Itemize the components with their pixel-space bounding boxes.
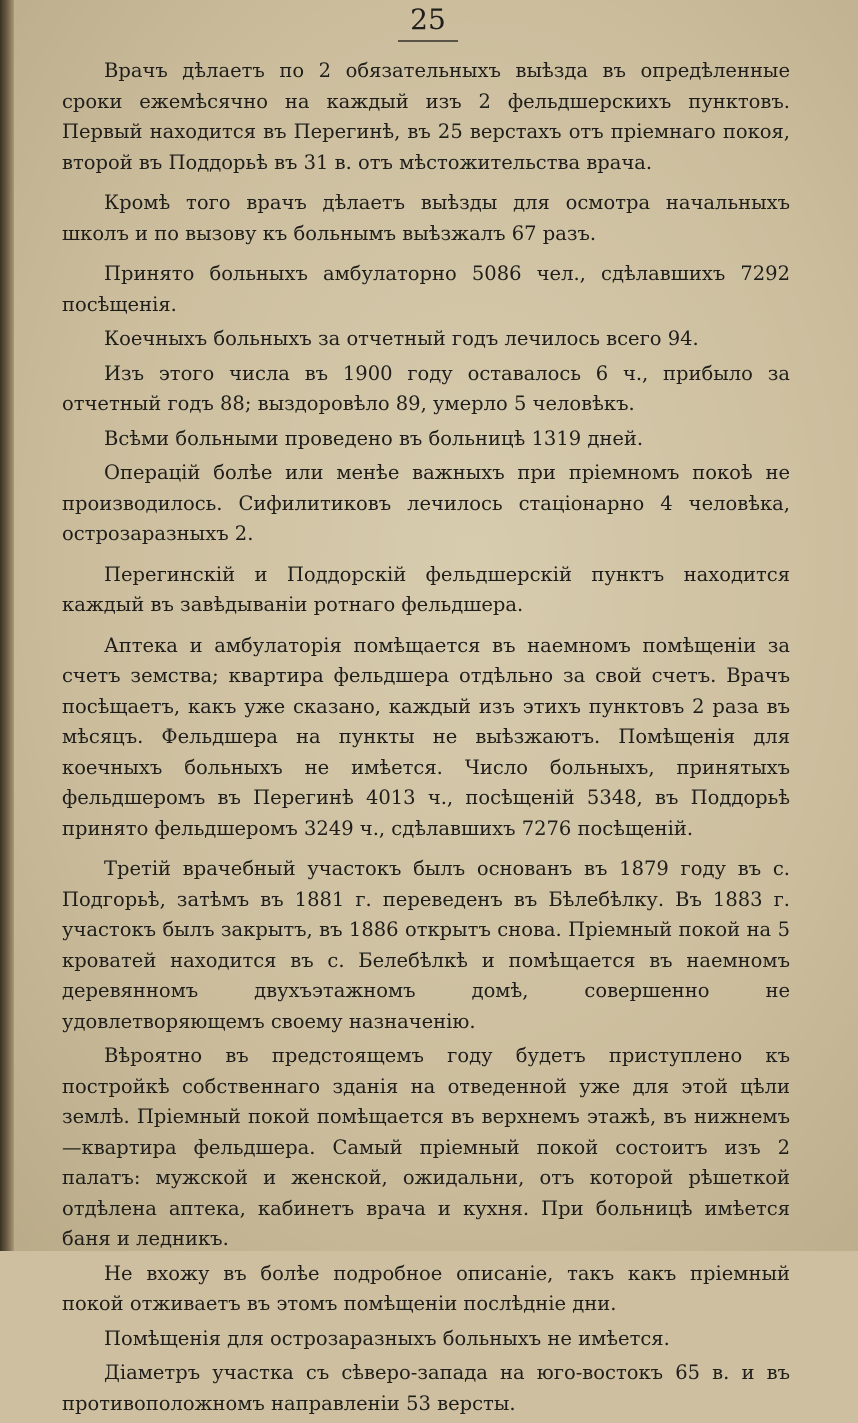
paragraph: Не вхожу въ болѣе подробное описаніе, такъ какъ пріемный покой отживаетъ въ этомъ помѣщеніи послѣдніе дни. — [62, 1261, 790, 1315]
paragraph: Перегинскій и Поддорскій фельдшерскій пунктъ находится каждый въ завѣдываніи ротнаго фельдшера. — [62, 562, 790, 616]
page-number: 25 — [410, 3, 446, 36]
paragraph: Принято больныхъ амбулаторно 5086 чел., сдѣлавшихъ 7292 посѣщенія. — [62, 262, 790, 316]
paragraph: Всѣми больными проведено въ больницѣ 1319 дней. — [104, 426, 644, 450]
paragraph: Аптека и амбулаторія помѣщается въ наемномъ помѣщеніи за счетъ земства; квартира фельдшера отдѣльно за свой счетъ. Врачъ посѣщаетъ, какъ уже сказано, каждый изъ этихъ пунктовъ 2 раза въ мѣсяцъ. Фельдшера на пункты не выѣзжаютъ. Помѣщенія для коечныхъ больныхъ не имѣется. Число больныхъ, принятыхъ фельдшеромъ въ Перегинѣ 4013 ч., посѣщеній 5348, въ Поддорьѣ принято фельдшеромъ 3249 ч., сдѣлавшихъ 7276 посѣщеній. — [62, 633, 790, 840]
paragraph: Вѣроятно въ предстоящемъ году будетъ приступлено къ постройкѣ собственнаго зданія на отведенной уже для этой цѣли землѣ. Пріемный покой помѣщается въ верхнемъ этажѣ, въ нижнемъ—квартира фельдшера. Самый пріемный покой состоитъ изъ 2 палатъ: мужской и женской, ожидальни, отъ которой рѣшеткой отдѣлена аптека, кабинетъ врача и кухня. При больницѣ имѣется баня и ледникъ. — [62, 1044, 790, 1250]
paragraph: Діаметръ участка съ сѣверо-запада на юго-востокъ 65 в. и въ противоположномъ направленіи 53 версты. — [62, 1361, 790, 1415]
body-text — [62, 56, 790, 1423]
paragraph: Коечныхъ больныхъ за отчетный годъ лечилось всего 94. — [104, 327, 699, 350]
page-number-underline — [398, 40, 458, 42]
paragraph: Кромѣ того врачъ дѣлаетъ выѣзды для осмотра начальныхъ школъ и по вызову къ больнымъ выѣзжалъ 67 разъ. — [62, 191, 790, 245]
book-spine-edge — [0, 0, 14, 1251]
paragraph: Помѣщенія для острозаразныхъ больныхъ не имѣется. — [104, 1326, 670, 1350]
paragraph: Врачъ дѣлаетъ по 2 обязательныхъ выѣзда въ опредѣленные сроки ежемѣсячно на каждый изъ 2 фельдшерскихъ пунктовъ. Первый находится въ Перегинѣ, въ 25 верстахъ отъ пріемнаго покоя, второй въ Поддорьѣ въ 31 в. отъ мѣстожительства врача. — [62, 59, 790, 174]
paragraph: Изъ этого числа въ 1900 году оставалось 6 ч., прибыло за отчетный годъ 88; выздоровѣло 89, умерло 5 человѣкъ. — [62, 361, 790, 415]
paragraph: Третій врачебный участокъ былъ основанъ въ 1879 году въ с. Подгорьѣ, затѣмъ въ 1881 г. переведенъ въ Бѣлебѣлку. Въ 1883 г. участокъ былъ закрытъ, въ 1886 открытъ снова. Пріемный покой на 5 кроватей находится въ с. Белебѣлкѣ и помѣщается въ наемномъ деревянномъ двухъэтажномъ домѣ, совершенно не удовлетворяющемъ своему назначенію. — [62, 857, 790, 1033]
paragraph: Операцій болѣе или менѣе важныхъ при пріемномъ покоѣ не производилось. Сифилитиковъ лечилось стаціонарно 4 человѣка, острозаразныхъ 2. — [62, 461, 790, 545]
